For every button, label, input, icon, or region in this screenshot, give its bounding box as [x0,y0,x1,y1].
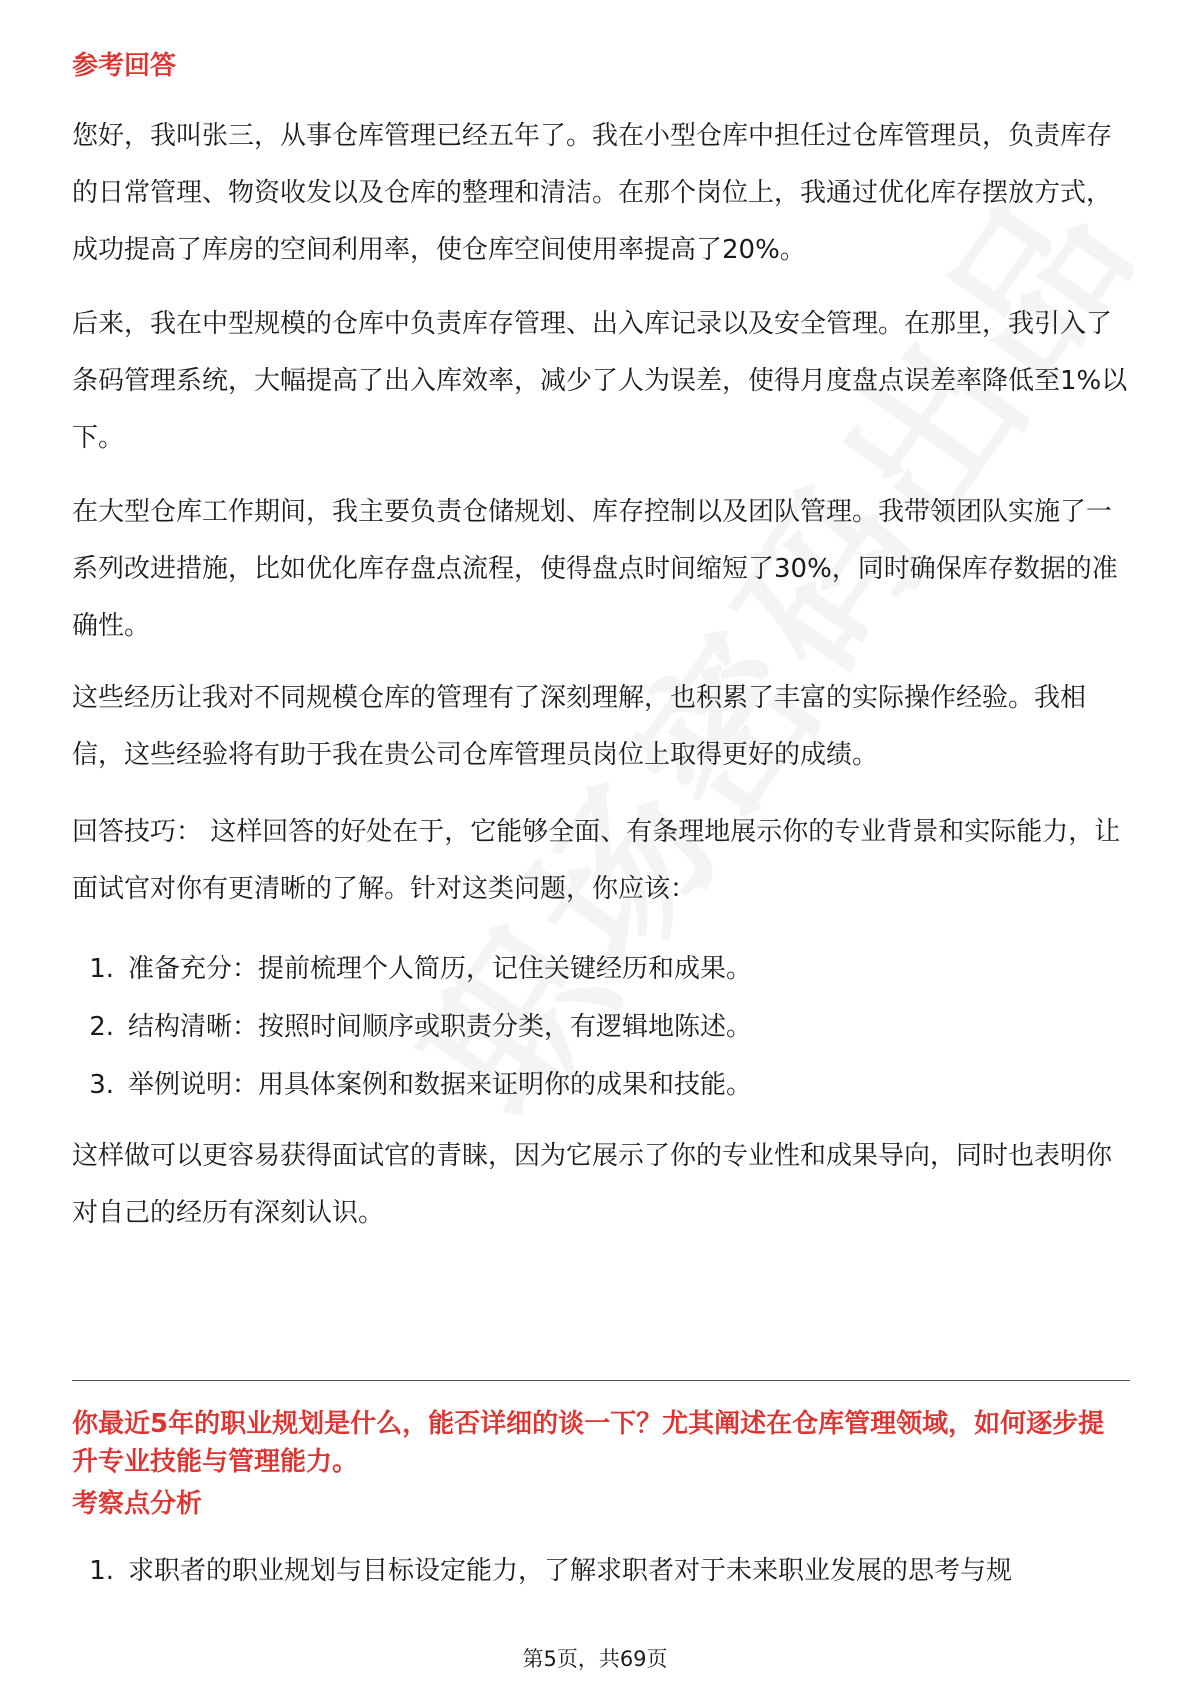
list-text: 求职者的职业规划与目标设定能力，了解求职者对于未来职业发展的思考与规 [128,1556,1013,1586]
page-number-footer: 第5页，共69页 [522,1647,668,1671]
list-number: 1. [89,1556,114,1586]
answer-paragraph-3: 在大型仓库工作期间，我主要负责仓储规划、库存控制以及团队管理。我带领团队实施了一系列改进措施，比如优化库存盘点流程，使得盘点时间缩短了30%，同时确保库存数据的准确性。 [72,497,1118,641]
tips-intro: 回答技巧： 这样回答的好处在于，它能够全面、有条理地展示你的专业背景和实际能力，让面试官对你有更清晰的了解。针对这类问题，你应该： [72,817,1121,904]
closing-paragraph: 这样做可以更容易获得面试官的青睐，因为它展示了你的专业性和成果导向，同时也表明你对自己的经历有深刻认识。 [72,1141,1113,1228]
section-divider [72,1380,1130,1381]
list-number: 2. [89,1012,114,1042]
list-item [72,940,1130,998]
answer-paragraph-1: 您好，我叫张三，从事仓库管理已经五年了。我在小型仓库中担任过仓库管理员，负责库存的日常管理、物资收发以及仓库的整理和清洁。在那个岗位上，我通过优化库存摆放方式，成功提高了库房的空间利用率，使仓库空间使用率提高了20%。 [72,121,1113,265]
list-item [72,1542,1130,1600]
list-number: 1. [89,954,114,984]
answer-paragraph-4: 这些经历让我对不同规模仓库的管理有了深刻理解，也积累了丰富的实际操作经验。我相信，这些经验将有助于我在贵公司仓库管理员岗位上取得更好的成绩。 [72,683,1087,770]
list-text: 结构清晰：按照时间顺序或职责分类，有逻辑地陈述。 [128,1012,753,1042]
answer-paragraph-2: 后来，我在中型规模的仓库中负责库存管理、出入库记录以及安全管理。在那里，我引入了条码管理系统，大幅提高了出入库效率，减少了人为误差，使得月度盘点误差率降低至1%以下。 [72,309,1128,453]
list-text: 举例说明：用具体案例和数据来证明你的成果和技能。 [128,1070,753,1100]
list-number: 3. [89,1070,114,1100]
answer-heading: 参考回答 [72,51,177,81]
list-item [72,998,1130,1056]
list-text: 准备充分：提前梳理个人简历，记住关键经历和成果。 [128,954,753,984]
next-question: 你最近5年的职业规划是什么，能否详细的谈一下？尤其阐述在仓库管理领域，如何逐步提升专业技能与管理能力。 [72,1409,1105,1477]
tips-list [72,940,1130,1114]
analysis-list [72,1542,1130,1600]
analysis-heading: 考察点分析 [72,1489,203,1519]
list-item [72,1056,1130,1114]
